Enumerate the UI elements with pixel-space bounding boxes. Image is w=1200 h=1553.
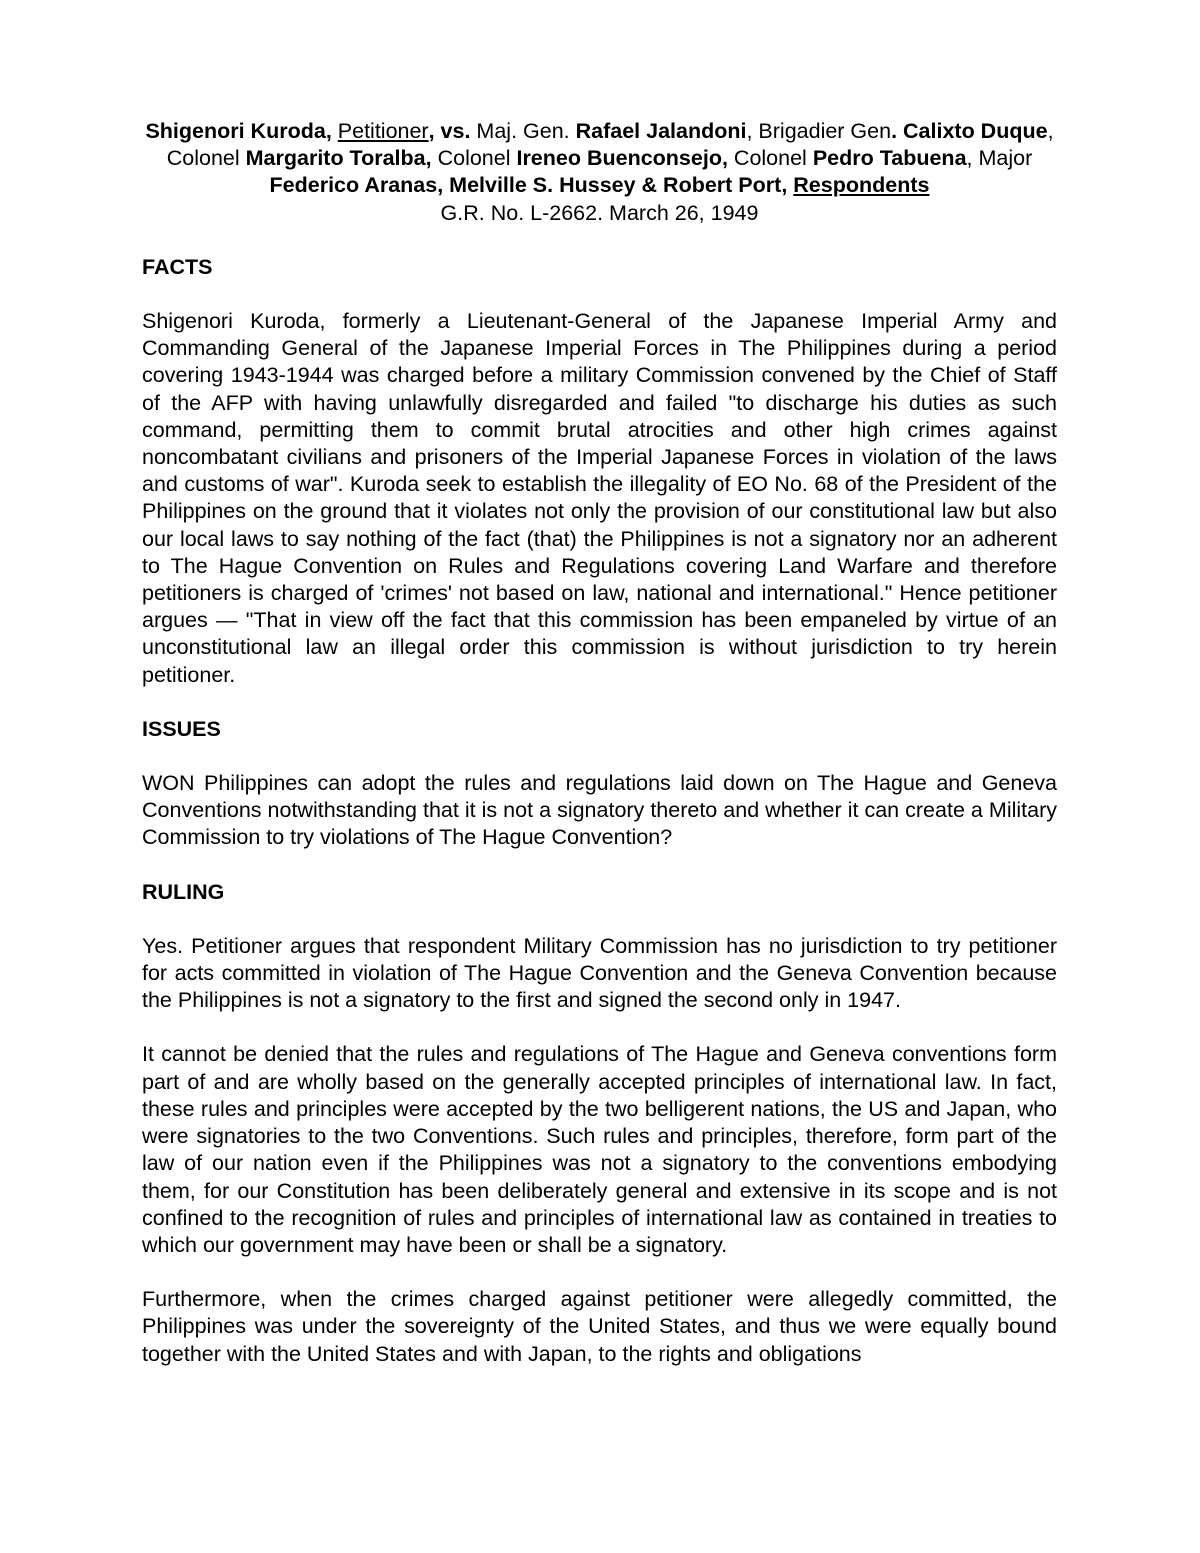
respondent-name: Margarito Toralba xyxy=(245,146,426,171)
ruling-paragraph: Yes. Petitioner argues that respondent Military Commission has no jurisdiction to try petitioner for acts committed in violation of The Hague Convention and the Geneva Convention because the Philippines is not a signatory to the first and signed the second only in 1947. xyxy=(142,933,1057,1013)
respondent-rank: , Major xyxy=(966,146,1033,171)
petitioner-label: Petitioner xyxy=(337,119,429,143)
caption-punct: , xyxy=(781,173,794,198)
facts-paragraph: Shigenori Kuroda, formerly a Lieutenant-General of the Japanese Imperial Army and Commanding General of the Japanese Imperial Forces in The Philippines during a period covering 1943-1944 was charged before a military Commission convened by the Chief of Staff of the AFP with having unlawfully disregarded and failed "to discharge his duties as such command, permitting them to commit brutal atrocities and other high crimes against noncombatant civilians and prisoners of the Imperial Japanese Forces in violation of the laws and customs of war". Kuroda seek to establish the illegality of EO No. 68 of the President of the Philippines on the ground that it violates not only the provision of our constitutional law but also our local laws to say nothing of the fact (that) the Philippines is not a signatory nor an adherent to The Hague Convention on Rules and Regulations covering Land Warfare and therefore petitioners is charged of 'crimes' not based on law, national and international." Hence petitioner argues — "That in view off the fact that this commission has been empaneled by virtue of an unconstitutional law an illegal order this commission is without jurisdiction to try herein petitioner. xyxy=(142,309,1057,687)
versus-text: , vs. xyxy=(428,119,471,143)
respondent-rank: , Brigadier Gen xyxy=(746,119,892,143)
facts-heading: FACTS xyxy=(142,254,213,279)
respondent-name: Pedro Tabuena xyxy=(812,146,967,171)
respondent-name: Calixto Duque xyxy=(903,119,1048,143)
caption-punct: , xyxy=(425,146,432,171)
ruling-heading: RULING xyxy=(142,879,225,904)
respondent-rank: Colonel xyxy=(431,146,517,171)
case-caption xyxy=(142,118,1057,227)
respondent-rank: Colonel xyxy=(727,146,813,171)
issues-heading: ISSUES xyxy=(142,716,221,741)
respondents-label: Respondents xyxy=(793,173,930,198)
respondent-name: Ireneo Buenconsejo xyxy=(516,146,722,171)
ruling-paragraph: It cannot be denied that the rules and regulations of The Hague and Geneva conventions form part of and are wholly based on the generally accepted principles of international law. In fact, these rules and principles were accepted by the two belligerent nations, the US and Japan, who were signatories to the two Conventions. Such rules and principles, therefore, form part of the law of our nation even if the Philippines was not a signatory to the conventions embodying them, for our Constitution has been deliberately general and extensive in its scope and is not confined to the recognition of rules and principles of international law as contained in treaties to which our government may have been or shall be a signatory. xyxy=(142,1042,1057,1257)
respondent-rank: , Colonel xyxy=(166,119,1054,171)
respondent-name: Federico Aranas, Melville S. Hussey & Robert Port xyxy=(269,173,782,198)
caption-punct: , xyxy=(721,146,728,171)
respondent-name: Rafael Jalandoni xyxy=(575,119,747,143)
document-page xyxy=(142,118,1057,1368)
respondent-rank: Maj. Gen. xyxy=(470,119,576,143)
ruling-paragraph: Furthermore, when the crimes charged against petitioner were allegedly committed, the Philippines was under the sovereignty of the United States, and thus we were equally bound together with the United States and with Japan, to the rights and obligations xyxy=(142,1287,1057,1366)
petitioner-name: Shigenori Kuroda xyxy=(145,119,326,143)
issues-paragraph: WON Philippines can adopt the rules and regulations laid down on The Hague and Geneva Conventions notwithstanding that it is not a signatory thereto and whether it can create a Military Commission to try violations of The Hague Convention? xyxy=(142,771,1057,850)
caption-punct: . xyxy=(891,119,904,143)
caption-separator: , xyxy=(325,119,338,143)
gr-number-date: G.R. No. L-2662. March 26, 1949 xyxy=(440,200,759,225)
